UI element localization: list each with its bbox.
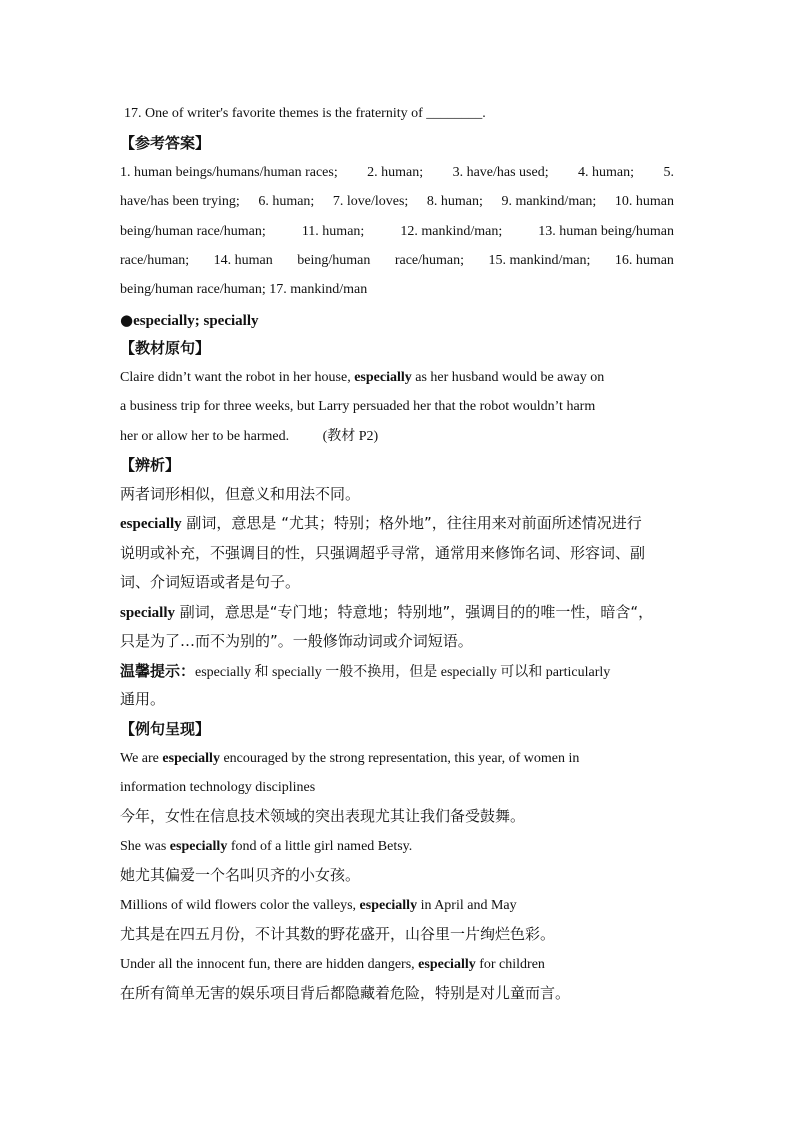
especially-explanation-1 bbox=[120, 516, 642, 532]
textbook-line-2: a business trip for three weeks, but Larry persuaded her that the robot wouldn’t harm bbox=[120, 399, 596, 414]
explanation-text: 副词，意思是“专门地；特意地；特别地”，强调目的的唯一性，暗含“， bbox=[175, 603, 654, 621]
sentence-text: in April and May bbox=[417, 898, 517, 913]
sentence-text: She was bbox=[120, 839, 170, 854]
keyword: especially bbox=[359, 898, 418, 913]
answer-item: 6. human; bbox=[258, 194, 315, 209]
sentence-text: Under all the innocent fun, there are hidden dangers, bbox=[120, 957, 419, 972]
answer-item: race/human; bbox=[394, 253, 464, 268]
example-4-zh: 在所有简单无害的娱乐项目背后都隐藏着危险，特别是对儿童而言。 bbox=[120, 984, 571, 1002]
textbook-heading: 【教材原句】 bbox=[120, 339, 211, 357]
answer-item: 9. mankind/man; bbox=[501, 194, 597, 209]
keyword: especially bbox=[418, 957, 476, 972]
answer-item: 5. bbox=[663, 165, 674, 180]
answers-heading: 【参考答案】 bbox=[120, 134, 211, 152]
sentence-text: for children bbox=[475, 957, 545, 972]
answer-blank: ________. bbox=[426, 106, 486, 121]
answer-item: 16. human bbox=[614, 253, 674, 268]
textbook-source: (教材 P2) bbox=[322, 429, 379, 444]
answers-line-1 bbox=[120, 166, 674, 180]
answer-item: 15. mankind/man; bbox=[488, 253, 591, 268]
answers-line-5: being/human race/human; 17. mankind/man bbox=[120, 282, 368, 297]
answer-item: 4. human; bbox=[578, 165, 635, 180]
vocab-title bbox=[120, 312, 259, 329]
keyword: especially bbox=[162, 751, 220, 766]
keyword: especially bbox=[354, 370, 412, 385]
answer-item: 12. mankind/man; bbox=[400, 224, 503, 239]
keyword: especially bbox=[120, 516, 182, 532]
example-2-en bbox=[120, 840, 412, 854]
example-2-zh: 她尤其偏爱一个名叫贝齐的小女孩。 bbox=[120, 866, 361, 884]
answer-item: have/has been trying; bbox=[120, 194, 240, 209]
vocab-title-text: especially; specially bbox=[133, 313, 259, 329]
answers-line-4 bbox=[120, 254, 674, 268]
example-4-en bbox=[120, 958, 545, 972]
tip-text: especially 和 specially 一般不换用，但是 especially 可以和 particularly bbox=[195, 665, 611, 680]
answer-item: 8. human; bbox=[426, 194, 483, 209]
especially-explanation-3: 词、介词短语或者是句子。 bbox=[120, 573, 301, 591]
answer-item: 7. love/loves; bbox=[332, 194, 409, 209]
especially-explanation-2: 说明或补充，不强调目的性，只强调超乎寻常，通常用来修饰名词、形容词、副 bbox=[120, 544, 646, 562]
answers-line-2 bbox=[120, 195, 674, 209]
sentence-text: encouraged by the strong representation, this year, of women in bbox=[219, 751, 580, 766]
question-17-text: 17. One of writer's favorite themes is the fraternity of bbox=[124, 106, 423, 121]
bullet-icon: ● bbox=[120, 311, 134, 329]
tip-line-1 bbox=[120, 663, 610, 680]
answer-item: 14. human bbox=[213, 253, 273, 268]
answer-item: 11. human; bbox=[301, 224, 365, 239]
answer-item: 1. human beings/humans/human races; bbox=[120, 165, 338, 180]
answer-item: being/human bbox=[297, 253, 371, 268]
answer-item: being/human race/human; bbox=[120, 224, 266, 239]
question-17 bbox=[124, 107, 486, 121]
example-1-en bbox=[120, 752, 579, 766]
example-1-en-2: information technology disciplines bbox=[120, 780, 316, 795]
sentence-text: Claire didn’t want the robot in her house, bbox=[120, 370, 355, 385]
example-3-zh: 尤其是在四五月份，不计其数的野花盛开，山谷里一片绚烂色彩。 bbox=[120, 925, 556, 943]
answer-item: race/human; bbox=[120, 253, 190, 268]
sentence-text: her or allow her to be harmed. bbox=[120, 429, 290, 444]
analysis-intro: 两者词形相似，但意义和用法不同。 bbox=[120, 485, 361, 503]
sentence-text: fond of a little girl named Betsy. bbox=[227, 839, 413, 854]
textbook-line-3 bbox=[120, 430, 378, 444]
specially-explanation-1 bbox=[120, 605, 653, 621]
explanation-text: 副词，意思是 “尤其；特别；格外地”，往往用来对前面所述情况进行 bbox=[181, 514, 642, 532]
tip-label: 温馨提示： bbox=[120, 662, 196, 680]
textbook-line-1 bbox=[120, 371, 604, 385]
example-1-zh: 今年，女性在信息技术领域的突出表现尤其让我们备受鼓舞。 bbox=[120, 807, 526, 825]
keyword: especially bbox=[169, 839, 228, 854]
sentence-text: Millions of wild flowers color the valleys, bbox=[120, 898, 360, 913]
example-3-en bbox=[120, 899, 517, 913]
answer-item: 10. human bbox=[614, 194, 674, 209]
analysis-heading: 【辨析】 bbox=[120, 456, 181, 474]
answer-item: 13. human being/human bbox=[538, 224, 674, 239]
answer-item: 3. have/has used; bbox=[452, 165, 549, 180]
sentence-text: as her husband would be away on bbox=[411, 370, 605, 385]
answer-item: 2. human; bbox=[367, 165, 424, 180]
keyword: specially bbox=[120, 605, 175, 621]
specially-explanation-2: 只是为了…而不为别的”。一般修饰动词或介词短语。 bbox=[120, 632, 473, 650]
sentence-text: We are bbox=[120, 751, 163, 766]
tip-line-2: 通用。 bbox=[120, 690, 166, 708]
answers-line-3 bbox=[120, 225, 674, 239]
examples-heading: 【例句呈现】 bbox=[120, 720, 211, 738]
